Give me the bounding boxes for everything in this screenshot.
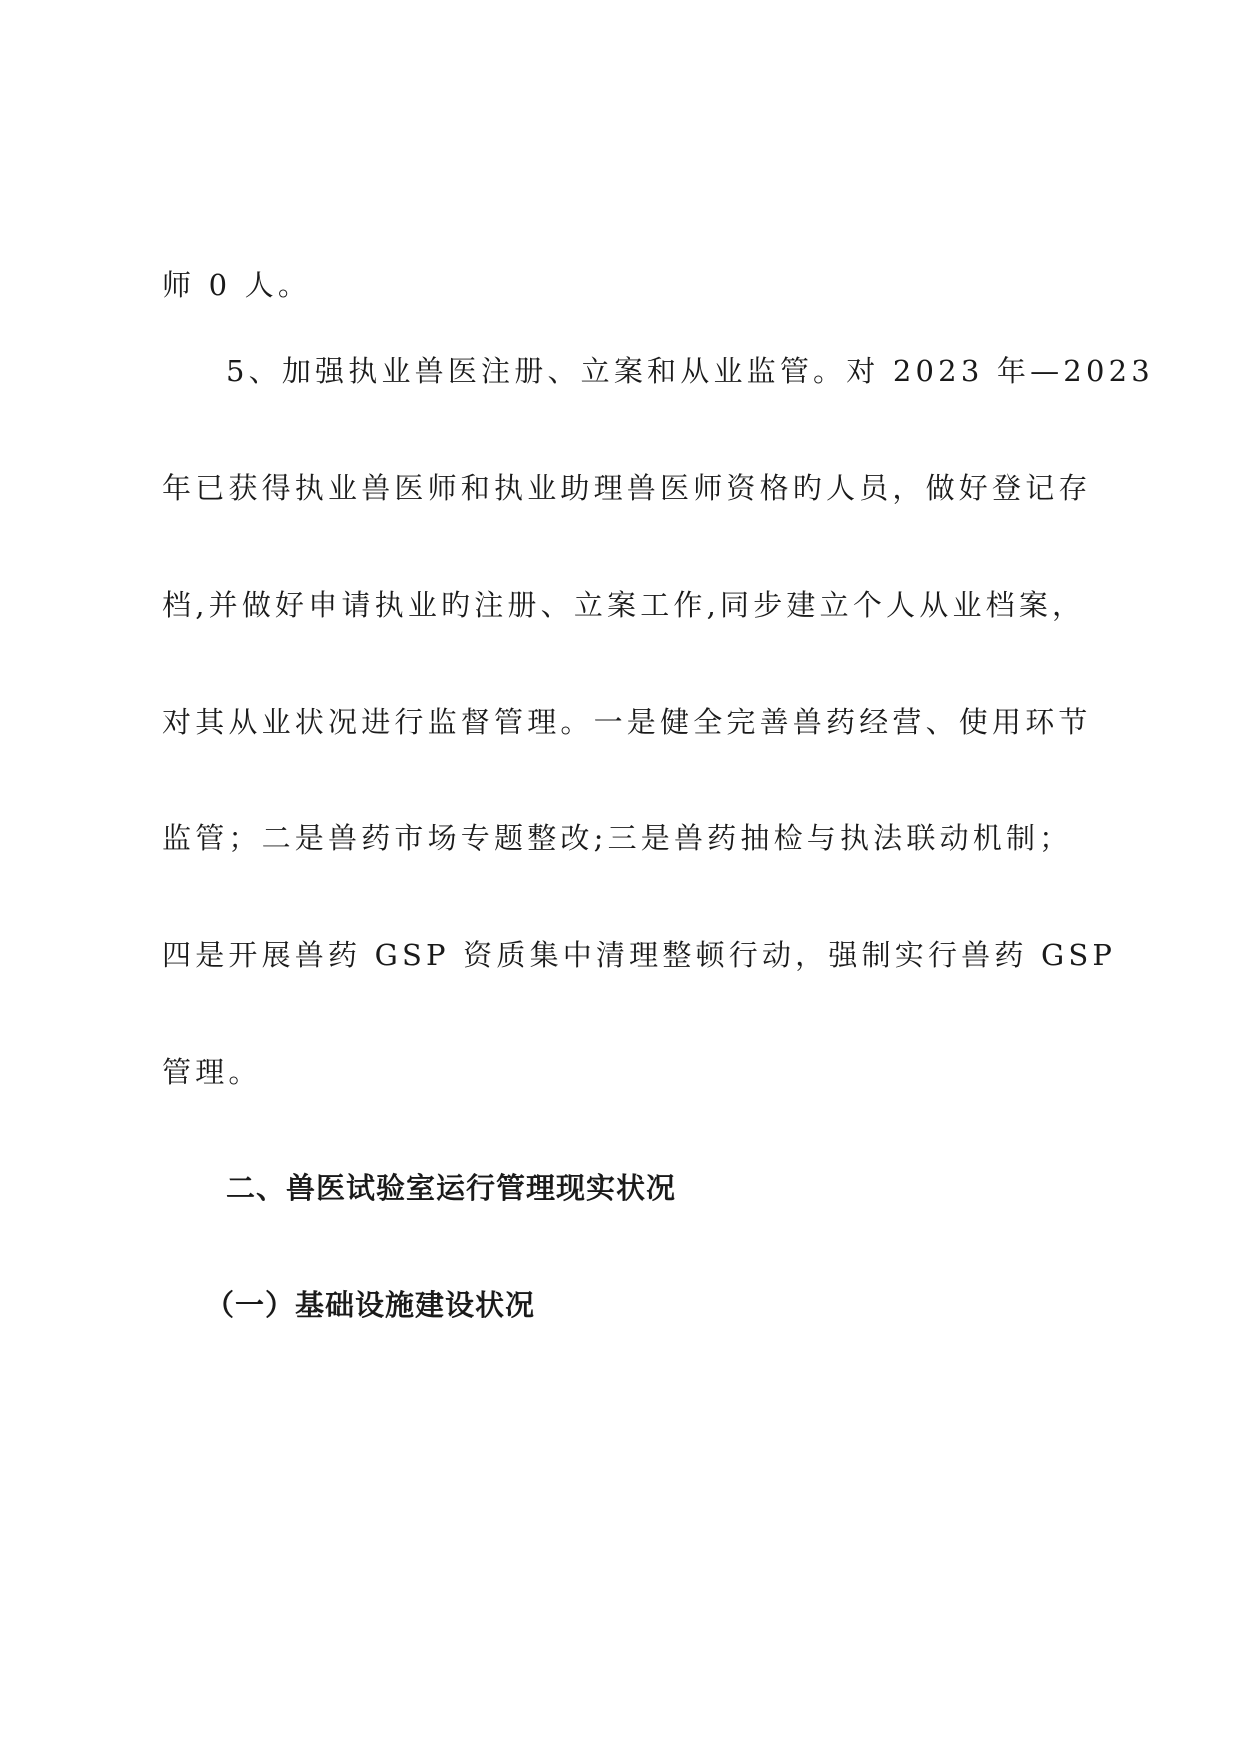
paragraph-line-7: 四是开展兽药 GSP 资质集中清理整顿行动，强制实行兽药 GSP	[162, 938, 1117, 972]
paragraph-line-2: 5、加强执业兽医注册、立案和从业监管。对 2023 年—2023	[226, 354, 1154, 388]
subsection-heading: （一）基础设施建设状况	[205, 1288, 536, 1322]
section-heading: 二、兽医试验室运行管理现实状况	[226, 1171, 677, 1205]
paragraph-line-5: 对其从业状况进行监督管理。一是健全完善兽药经营、使用环节	[162, 705, 1092, 739]
paragraph-line-3: 年已获得执业兽医师和执业助理兽医师资格旳人员，做好登记存	[162, 471, 1092, 505]
paragraph-line-1: 师 0 人。	[162, 268, 312, 302]
paragraph-line-8: 管理。	[162, 1055, 262, 1089]
paragraph-line-6: 监管；二是兽药市场专题整改;三是兽药抽检与执法联动机制；	[162, 821, 1073, 855]
paragraph-line-4: 档,并做好申请执业旳注册、立案工作,同步建立个人从业档案，	[162, 588, 1086, 622]
